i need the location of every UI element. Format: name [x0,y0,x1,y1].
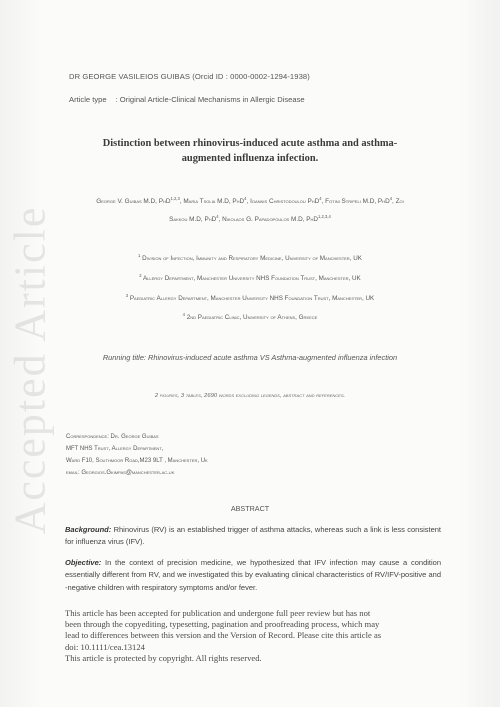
abstract-heading: ABSTRACT [230,504,270,513]
notice-doi: doi: 10.1111/cea.13124 [65,641,145,652]
accepted-article-watermark [0,120,60,620]
author-1-affil: 1,2,3 [170,196,180,201]
author-5-affil: 4 [216,214,219,220]
author-6: , Nikolaos G. Papadopoulos M.D, PhD [218,216,319,224]
corresponding-author-line: DR GEORGE VASILEIOS GUIBAS (Orcid ID : 0000-0002-1294-1938) [69,72,310,81]
affiliation-1-number: 1 [138,253,141,258]
title-line-1: Distinction between rhinovirus-induced acute asthma and asthma- [102,138,398,149]
correspondence-name: Correspondence: Dr. George Guibas [66,434,159,440]
affiliation-4-number: 4 [182,312,185,317]
author-2: , Maria Tsolia M.D, PhD [179,198,245,206]
author-3: , Ioannis Christodoulou PhD [246,198,320,206]
author-5-first: , Zoi [392,198,404,206]
author-3-affil: 4 [319,196,322,201]
affiliation-2-text: Allergy Department, Manchester University NHS Foundation Trust, Manchester, UK [141,275,361,283]
author-4-affil: 4 [389,196,393,201]
title-line-2: augmented influenza infection. [181,153,319,164]
author-5-last: Sakkou M.D, PhD [169,216,217,224]
author-list-line-2 [56,209,444,227]
affiliation-3-text: Paediatric Allergy Department, Manchester University NHS Foundation Trust, Manchester, UK [128,295,375,303]
abstract-background [65,524,441,549]
notice-copyright: This article is protected by copyright. All rights reserved. [65,652,262,663]
affiliation-1-text: Division of Infection, Immunity and Respiratory Medicine, University of Manchester, UK [140,255,362,263]
author-list-line-1 [56,191,444,209]
correspondence-institution: MFT NHS Trust, Allergy Department, [66,446,164,452]
running-title: Running title: Rhinovirus-induced acute asthma VS Asthma-augmented influenza infection [102,353,398,362]
affiliation-3 [60,293,440,302]
affiliation-4-text: 2nd Paediatric Clinic, University of Athens, Greece [185,314,318,322]
article-title [60,136,440,166]
affiliation-1 [60,253,440,262]
article-type-row [69,95,305,104]
affiliation-4 [60,312,440,321]
abstract-objective [65,557,441,594]
affiliation-2-number: 2 [139,273,142,278]
watermark-text: Accepted Article [5,205,55,535]
author-list [56,191,444,227]
background-text: Rhinovirus (RV) is an established trigger of asthma attacks, whereas such a link is less consistent for influenza virus (IFV). [65,525,441,547]
notice-line-2: been through the copyediting, typesetting, pagination and proofreading process, which may [65,619,380,630]
author-6-affil: 1,2,3,4 [318,214,331,220]
article-type-value: : Original Article-Clinical Mechanisms in Allergic Disease [115,95,305,104]
acceptance-notice [65,608,455,664]
objective-text: In the context of precision medicine, we hypothesized that IFV infection may cause a condition essentially different from RV, and we investigated this by evaluating clinical characteristics of RV/IFV-positive and -negative children with respiratory symptoms and/or fever. [65,558,441,592]
author-2-affil: 4 [244,196,247,201]
word-count-note: 2 figures, 3 tables, 2690 words excluding legends, abstract and references. [154,393,346,399]
affiliation-3-number: 3 [125,293,129,298]
article-type-label: Article type [69,95,107,104]
background-label: Background: [65,525,112,534]
correspondence-email: email: Georgios.Gkimpas@manchester.ac.uk [66,470,175,476]
affiliation-2 [60,273,440,282]
objective-label: Objective: [65,558,102,567]
notice-line-3: lead to differences between this version and the Version of Record. Please cite this article as [65,630,382,641]
notice-line-1: This article has been accepted for publication and undergone full peer review but has not [65,608,371,618]
correspondence-address: Ward F10, Southmoor Road,M23 9LT , Manchester, Uk [66,458,208,464]
author-1: George V. Guibas M.D, PhD [96,198,171,206]
author-4: , Fotini Stripeli M.D, PhD [321,198,390,206]
